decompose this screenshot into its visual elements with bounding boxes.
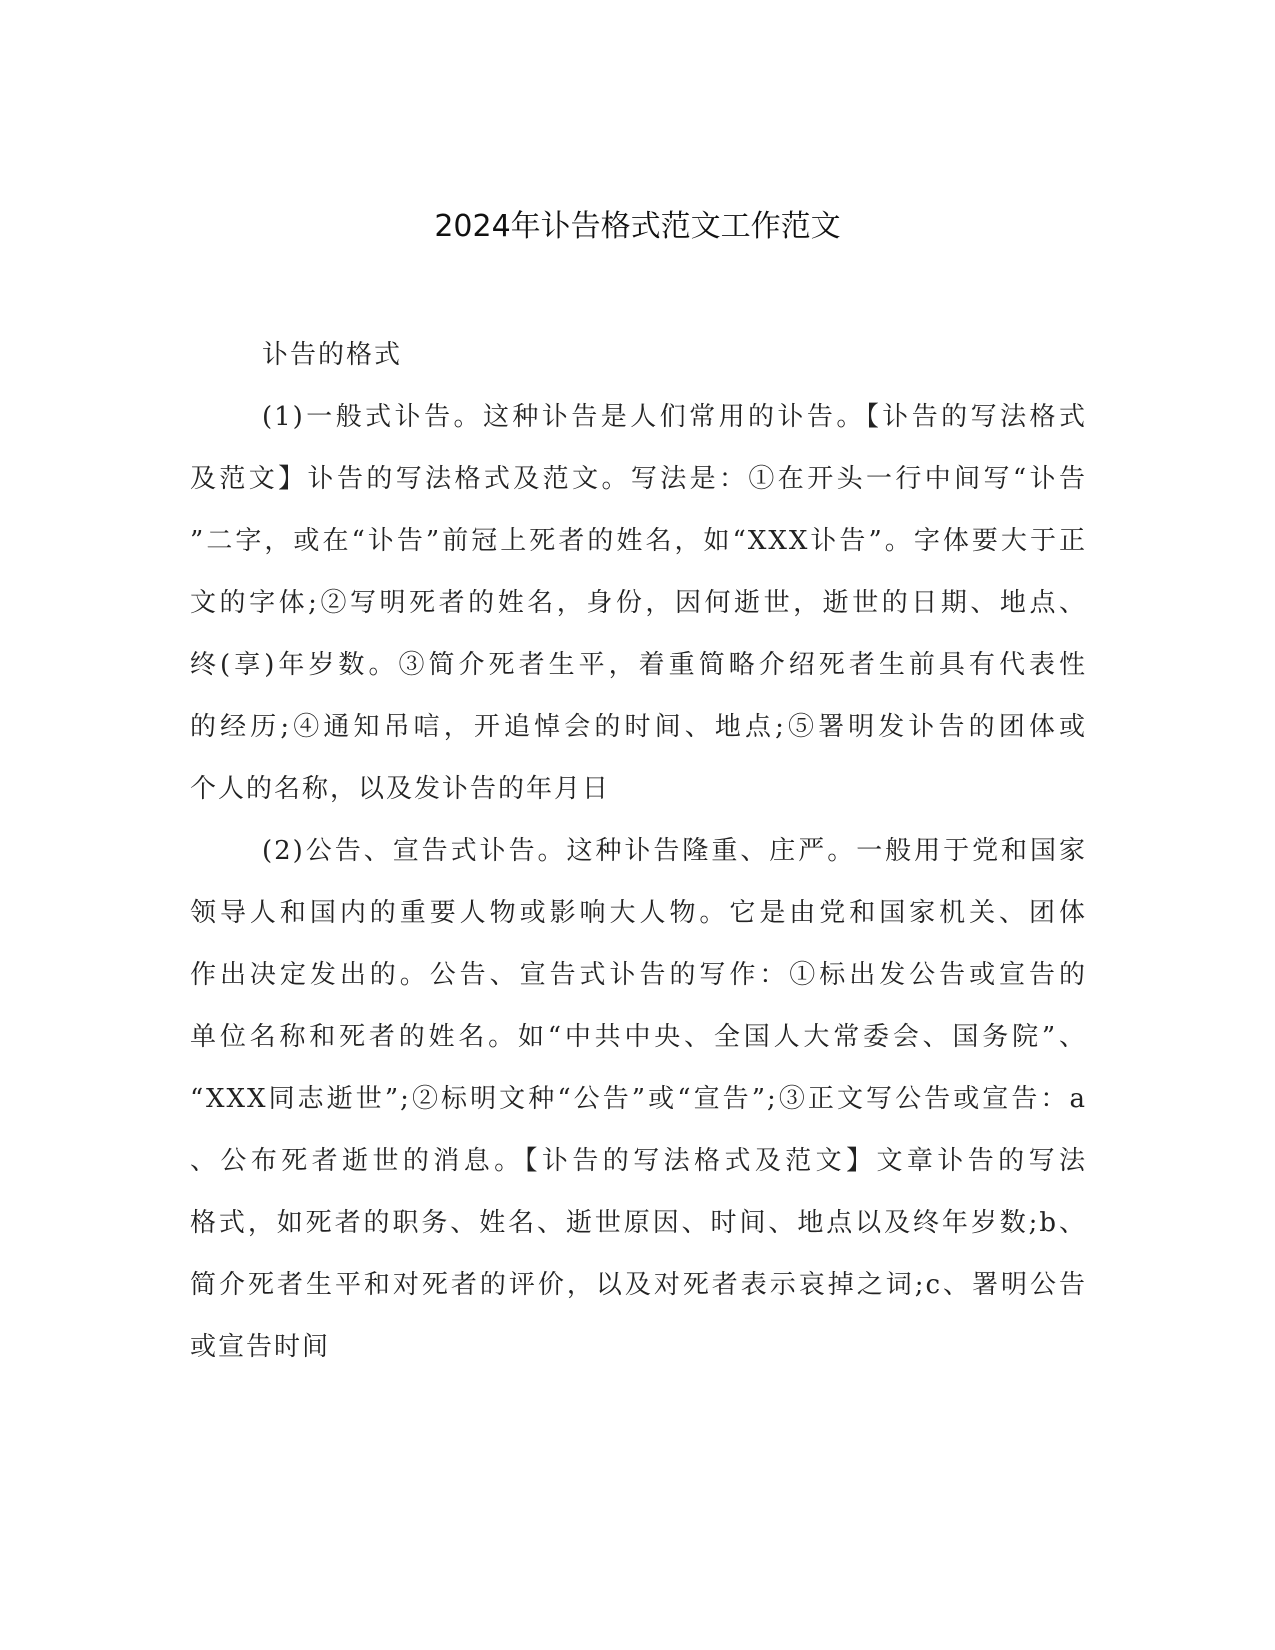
paragraph-line: 简介死者生平和对死者的评价，以及对死者表示哀掉之词;c、署明公告 xyxy=(190,1270,1087,1300)
paragraph-line: 个人的名称，以及发讣告的年月日 xyxy=(190,774,611,804)
document-body xyxy=(190,324,1087,1378)
document-title: 2024年讣告格式范文工作范文 xyxy=(434,209,841,244)
paragraph-line: (1)一般式讣告。这种讣告是人们常用的讣告。【讣告的写法格式 xyxy=(262,402,1087,432)
paragraph-announcement-obituary xyxy=(190,820,1087,1378)
paragraph-line: 、公布死者逝世的消息。【讣告的写法格式及范文】文章讣告的写法 xyxy=(190,1146,1087,1176)
paragraph-line: (2)公告、宣告式讣告。这种讣告隆重、庄严。一般用于党和国家 xyxy=(262,836,1087,866)
paragraph-line: 单位名称和死者的姓名。如“中共中央、全国人大常委会、国务院”、 xyxy=(190,1022,1087,1052)
paragraph-line: 文的字体;②写明死者的姓名，身份，因何逝世，逝世的日期、地点、 xyxy=(190,588,1087,618)
section-heading: 讣告的格式 xyxy=(262,340,403,370)
paragraph-line: 终(享)年岁数。③简介死者生平，着重简略介绍死者生前具有代表性 xyxy=(190,650,1087,680)
paragraph-line: 或宣告时间 xyxy=(190,1332,331,1362)
paragraph-line: 及范文】讣告的写法格式及范文。写法是：①在开头一行中间写“讣告 xyxy=(190,464,1087,494)
paragraph-line: ”二字，或在“讣告”前冠上死者的姓名，如“XXX讣告”。字体要大于正 xyxy=(190,526,1087,556)
paragraph-general-obituary xyxy=(190,386,1087,820)
paragraph-line: “XXX同志逝世”;②标明文种“公告”或“宣告”;③正文写公告或宣告：a xyxy=(190,1084,1087,1114)
paragraph-line: 领导人和国内的重要人物或影响大人物。它是由党和国家机关、团体 xyxy=(190,898,1087,928)
paragraph-line: 的经历;④通知吊唁，开追悼会的时间、地点;⑤署明发讣告的团体或 xyxy=(190,712,1087,742)
paragraph-line: 格式，如死者的职务、姓名、逝世原因、时间、地点以及终年岁数;b、 xyxy=(190,1208,1087,1238)
paragraph-line: 作出决定发出的。公告、宣告式讣告的写作：①标出发公告或宣告的 xyxy=(190,960,1087,990)
